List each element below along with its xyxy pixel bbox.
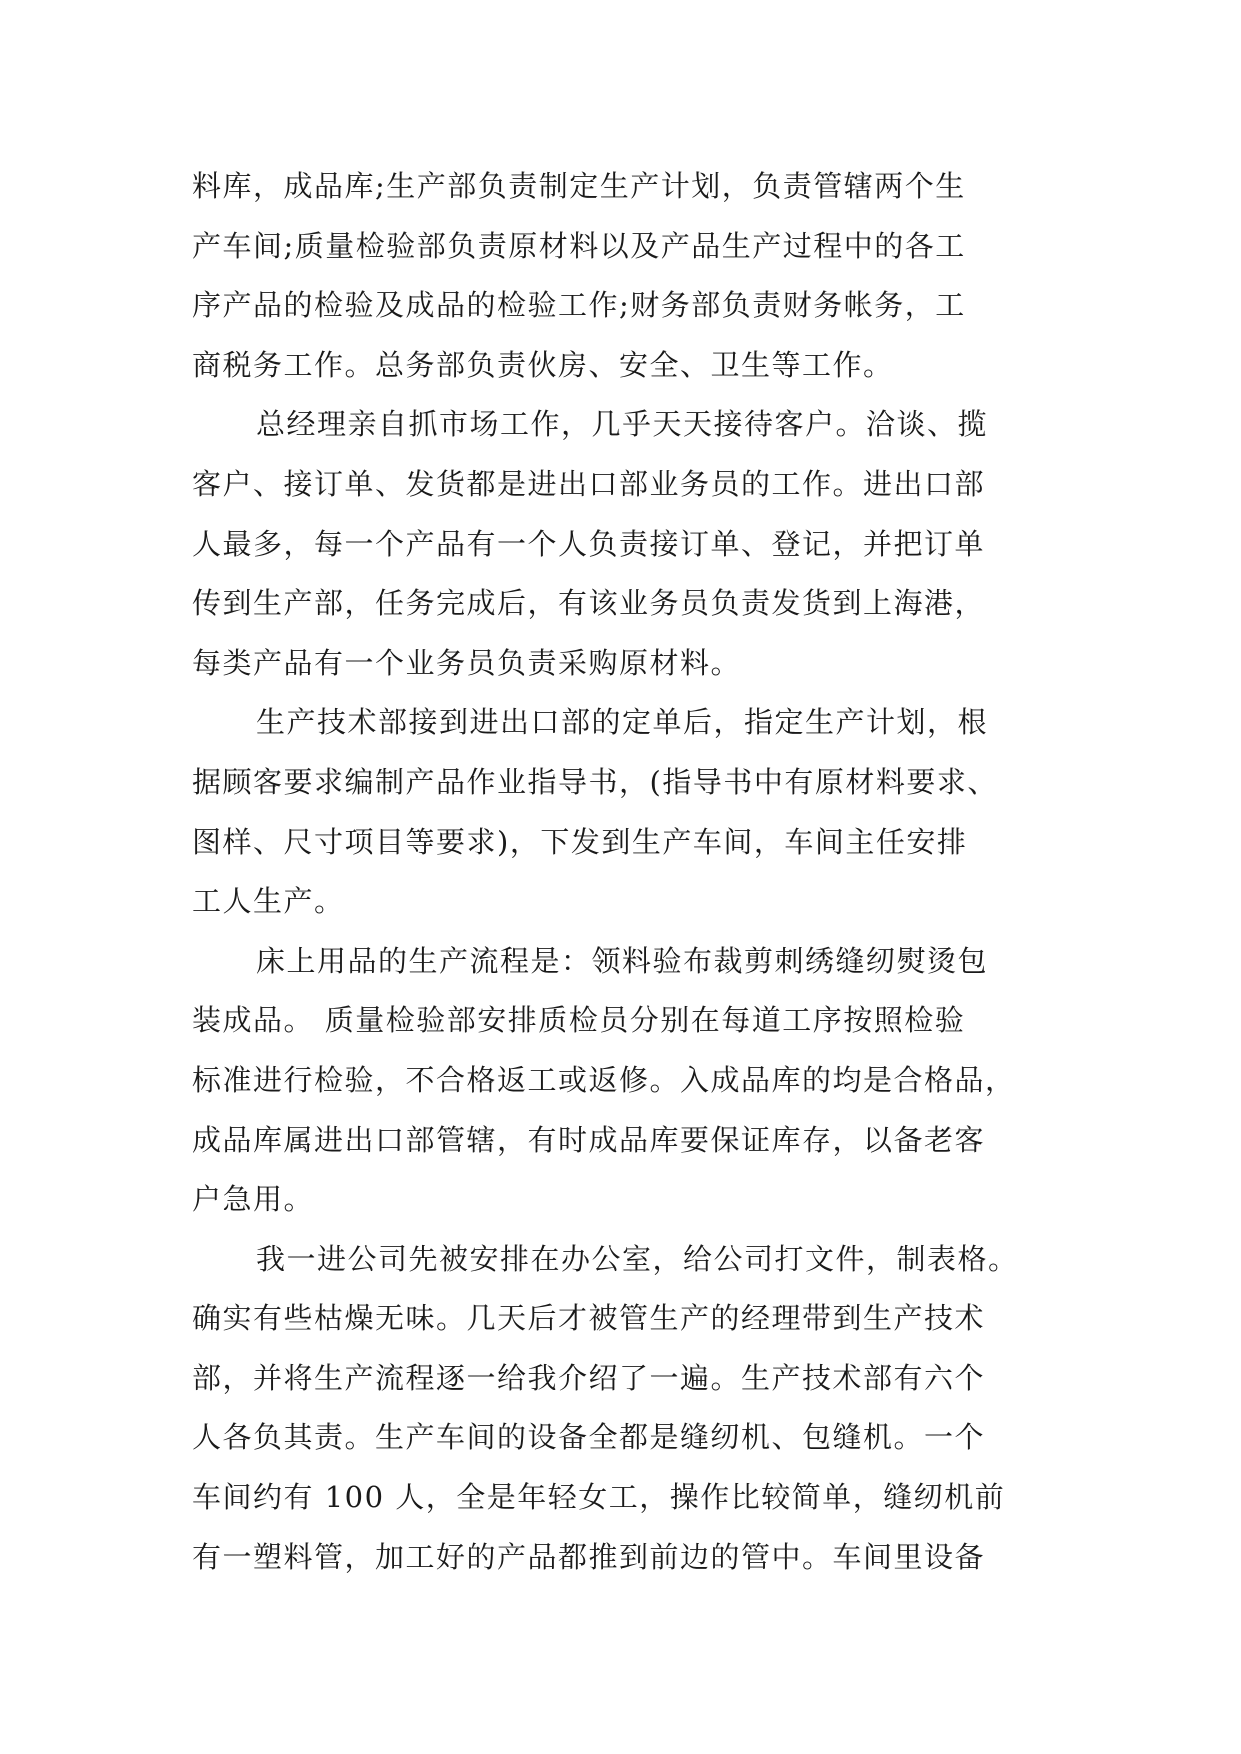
text-line: 床上用品的生产流程是：领料验布裁剪刺绣缝纫熨烫包: [256, 943, 989, 978]
text-line: 总经理亲自抓市场工作，几乎天天接待客户。洽谈、揽: [256, 407, 989, 442]
text-line: 工人生产。: [192, 884, 345, 919]
text-line: 图样、尺寸项目等要求)，下发到生产车间，车间主任安排: [192, 824, 968, 859]
text-line: 户急用。: [192, 1182, 315, 1217]
text-line: 料库，成品库;生产部负责制定生产计划，负责管辖两个生: [192, 169, 966, 203]
text-line: 部，并将生产流程逐一给我介绍了一遍。生产技术部有六个: [192, 1360, 986, 1395]
text-line: 传到生产部，任务完成后，有该业务员负责发货到上海港，: [192, 586, 986, 621]
text-line: 有一塑料管，加工好的产品都推到前边的管中。车间里设备: [192, 1539, 986, 1574]
text-line: 产车间;质量检验部负责原材料以及产品生产过程中的各工: [192, 228, 966, 263]
text-line: 生产技术部接到进出口部的定单后，指定生产计划，根: [256, 705, 989, 740]
text-line: 人各负其责。生产车间的设备全都是缝纫机、包缝机。一个: [192, 1420, 986, 1455]
text-line: 成品库属进出口部管辖，有时成品库要保证库存，以备老客: [192, 1122, 986, 1157]
text-line: 每类产品有一个业务员负责采购原材料。: [192, 645, 742, 680]
text-line: 车间约有 100 人，全是年轻女工，操作比较简单，缝纫机前: [192, 1480, 1006, 1515]
text-line: 商税务工作。总务部负责伙房、安全、卫生等工作。: [192, 347, 894, 382]
text-line: 确实有些枯燥无味。几天后才被管生产的经理带到生产技术: [192, 1301, 986, 1336]
text-line: 我一进公司先被安排在办公室，给公司打文件，制表格。: [256, 1241, 1019, 1276]
body-text: [192, 157, 1062, 1587]
text-line: 序产品的检验及成品的检验工作;财务部负责财务帐务，工: [192, 288, 966, 323]
text-line: 装成品。 质量检验部安排质检员分别在每道工序按照检验: [192, 1003, 966, 1038]
text-line: 据顾客要求编制产品作业指导书，(指导书中有原材料要求、: [192, 764, 998, 799]
text-line: 客户、接订单、发货都是进出口部业务员的工作。进出口部: [192, 466, 986, 501]
text-line: 标准进行检验，不合格返工或返修。入成品库的均是合格品，: [192, 1062, 1016, 1097]
text-line: 人最多，每一个产品有一个人负责接订单、登记，并把订单: [192, 526, 986, 561]
